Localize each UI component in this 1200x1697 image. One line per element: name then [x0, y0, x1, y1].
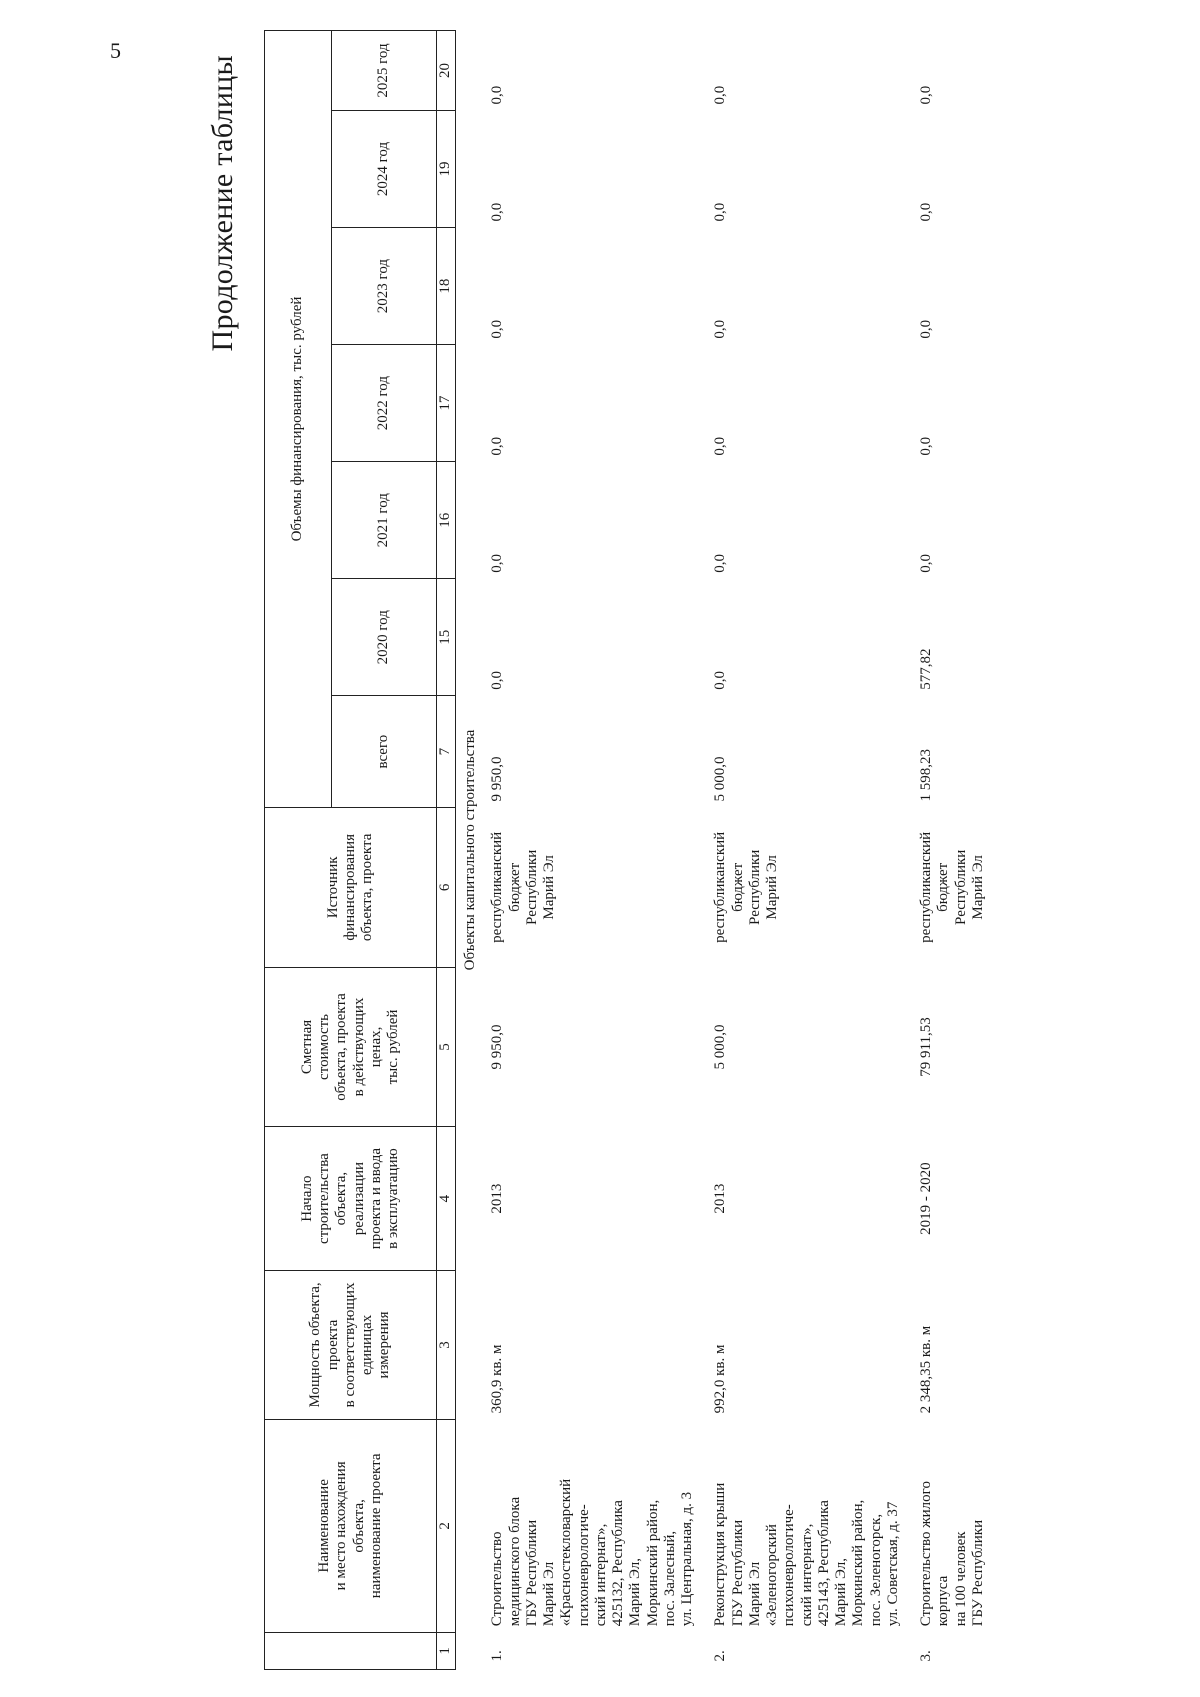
object-name: Строительство медицинского блока ГБУ Республики Марий Эл «Красностекловарский психоневрологиче- ский интернат», 425132, Республика Марий Эл, Моркинский район, пос. Залесный, ул. Центральная, д. 3 [489, 1478, 695, 1627]
funding-2025: 0,0 [712, 85, 729, 105]
column-number: 3 [437, 1270, 456, 1419]
section-title: Объекты капитального строительства [462, 729, 478, 971]
header-col-1 [265, 1632, 437, 1669]
header-start: Начало строительства объекта, реализации проекта и ввода в эксплуатацию [265, 1127, 437, 1271]
funding-2024: 0,0 [712, 202, 729, 222]
header-year-2025: 2025 год [332, 31, 437, 111]
row-number: 1. [489, 1650, 506, 1662]
column-number: 19 [437, 110, 456, 227]
page-title: Продолжение таблицы [206, 55, 239, 352]
funding-2020: 0,0 [712, 671, 729, 690]
object-cost: 79 911,53 [918, 1017, 934, 1077]
object-name: Реконструкция крыши ГБУ Республики Марий Эл «Зеленогорский психоневрологиче- ский интернат», 425143, Республика Марий Эл, Моркинский район, пос. Зеленогорск, ул. Советская, д. 37 [712, 1482, 901, 1627]
header-year-2023: 2023 год [332, 228, 437, 345]
funding-2022: 0,0 [918, 436, 934, 456]
column-number: 16 [437, 462, 456, 579]
object-name: Строительство жилого корпуса на 100 человек ГБУ Республики [918, 1481, 986, 1627]
funding-2020: 577,82 [918, 648, 934, 690]
financing-table [264, 30, 993, 1670]
column-number: 5 [437, 967, 456, 1127]
funding-source: республиканский бюджет Республики Марий Эл [489, 831, 557, 943]
table-row [908, 31, 993, 1670]
funding-2025: 0,0 [489, 85, 506, 105]
table-row [702, 31, 908, 1670]
row-number: 3. [918, 1650, 934, 1662]
object-start: 2013 [489, 1183, 506, 1214]
funding-2024: 0,0 [489, 202, 506, 222]
header-total: всего [332, 696, 437, 808]
object-cost: 9 950,0 [489, 1024, 506, 1070]
header-year-2022: 2022 год [332, 345, 437, 462]
page-number: 5 [110, 38, 121, 63]
funding-total: 5 000,0 [712, 756, 729, 802]
header-year-2024: 2024 год [332, 110, 437, 227]
column-number: 18 [437, 228, 456, 345]
column-number: 1 [437, 1632, 456, 1669]
funding-2023: 0,0 [489, 319, 506, 339]
header-source: Источник финансирования объекта, проекта [265, 808, 437, 968]
column-number: 7 [437, 696, 456, 808]
funding-2021: 0,0 [712, 553, 729, 573]
header-year-2021: 2021 год [332, 462, 437, 579]
column-number: 6 [437, 808, 456, 968]
header-cost: Сметная стоимость объекта, проекта в действующих ценах, тыс. рублей [265, 967, 437, 1127]
funding-2021: 0,0 [918, 553, 934, 573]
object-start: 2013 [712, 1183, 729, 1214]
funding-total: 1 598,23 [918, 749, 934, 802]
column-number: 2 [437, 1419, 456, 1632]
column-number: 4 [437, 1127, 456, 1271]
header-funding-group: Объемы финансирования, тыс. рублей [265, 31, 332, 808]
funding-2021: 0,0 [489, 553, 506, 573]
funding-2024: 0,0 [918, 202, 934, 222]
funding-2022: 0,0 [712, 436, 729, 456]
object-capacity: 2 348,35 кв. м [918, 1325, 934, 1414]
header-capacity: Мощность объекта, проекта в соответствующих единицах измерения [265, 1270, 437, 1419]
header-year-2020: 2020 год [332, 579, 437, 696]
object-start: 2019 - 2020 [918, 1162, 934, 1235]
funding-2023: 0,0 [918, 319, 934, 339]
header-name: Наименование и место нахождения объекта, наименование проекта [265, 1419, 437, 1632]
row-number: 2. [712, 1650, 729, 1662]
funding-source: республиканский бюджет Республики Марий Эл [712, 831, 780, 943]
table-row [479, 31, 702, 1670]
funding-2023: 0,0 [712, 319, 729, 339]
funding-source: республиканский бюджет Республики Марий Эл [918, 831, 986, 943]
object-capacity: 992,0 кв. м [712, 1344, 729, 1414]
funding-2020: 0,0 [489, 671, 506, 690]
column-number: 15 [437, 579, 456, 696]
column-number-row [437, 31, 456, 1670]
rotated-table-sheet [200, 10, 1080, 1690]
object-cost: 5 000,0 [712, 1024, 729, 1070]
funding-2025: 0,0 [918, 85, 934, 105]
funding-total: 9 950,0 [489, 756, 506, 802]
funding-2022: 0,0 [489, 436, 506, 456]
object-capacity: 360,9 кв. м [489, 1344, 506, 1414]
column-number: 20 [437, 31, 456, 111]
column-number: 17 [437, 345, 456, 462]
